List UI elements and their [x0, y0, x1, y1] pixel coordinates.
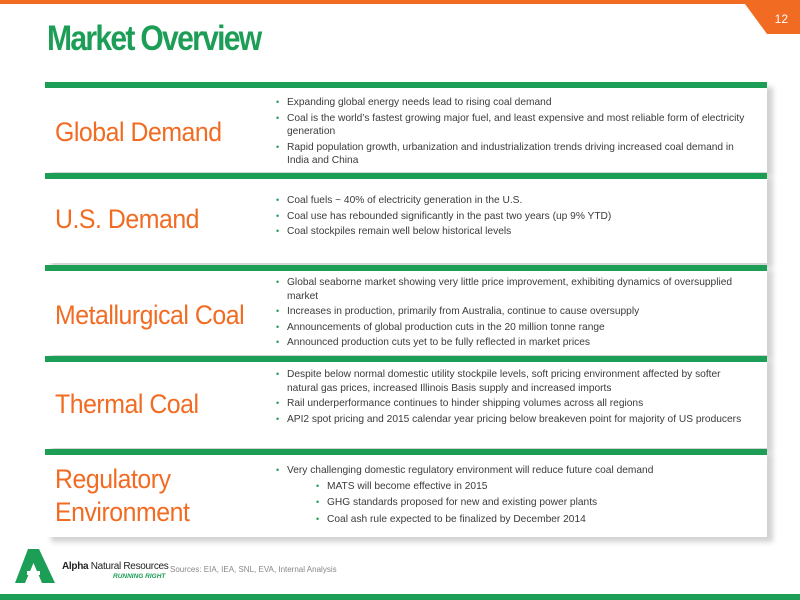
alpha-logo-icon — [15, 549, 55, 588]
section-us-demand — [45, 173, 767, 263]
bullet-item: • Despite below normal domestic utility stockpile levels, soft pricing environment affected by softer natural gas prices, increased Illinois Basis supply and increased imports — [276, 368, 753, 395]
bullet-item: • Very challenging domestic regulatory environment will reduce future coal demand — [276, 464, 753, 478]
bullet-item: • Coal stockpiles remain well below historical levels — [276, 225, 753, 239]
top-accent-bar — [0, 0, 800, 4]
sub-bullet-item: • MATS will become effective in 2015 — [316, 480, 753, 494]
section-thermal-coal — [45, 356, 767, 448]
sub-bullet-item: • Coal ash rule expected to be finalized by December 2014 — [316, 513, 753, 527]
logo-name: Natural Resources — [90, 561, 169, 572]
section-heading-line: Environment — [55, 496, 190, 527]
bullet-list — [276, 194, 753, 241]
page-number-tab — [745, 4, 800, 34]
bullet-item: • Coal use has rebounded significantly in the past two years (up 9% YTD) — [276, 210, 753, 224]
sub-bullet-item: • GHG standards proposed for new and existing power plants — [316, 496, 753, 510]
bullet-list — [276, 464, 753, 529]
bullet-item: • Rapid population growth, urbanization and industrialization trends driving increased coal demand in India and China — [276, 141, 753, 168]
bullet-item: • Global seaborne market showing very little price improvement, exhibiting dynamics of oversupplied market — [276, 276, 753, 303]
section-heading — [55, 463, 189, 529]
section-regulatory-environment — [45, 449, 767, 537]
bullet-item: • Increases in production, primarily from Australia, continue to cause oversupply — [276, 305, 753, 319]
bullet-list — [276, 276, 753, 352]
bullet-item: • Rail underperformance continues to hinder shipping volumes across all regions — [276, 397, 753, 411]
section-global-demand — [45, 82, 767, 172]
bullet-item: • Coal is the world’s fastest growing major fuel, and least expensive and most reliable form of electricity generation — [276, 112, 753, 139]
bullet-item: • Announced production cuts yet to be fully reflected in market prices — [276, 336, 753, 350]
section-metallurgical-coal — [45, 265, 767, 355]
logo-brand: Alpha — [62, 561, 89, 572]
section-heading: Global Demand — [55, 117, 222, 147]
section-heading: Thermal Coal — [55, 389, 199, 419]
page-number: 12 — [774, 12, 788, 26]
bullet-item: • Coal fuels ~ 40% of electricity generation in the U.S. — [276, 194, 753, 208]
section-heading-line: Regulatory — [55, 464, 171, 494]
section-heading: Metallurgical Coal — [55, 300, 245, 330]
bullet-item: • Expanding global energy needs lead to rising coal demand — [276, 96, 753, 110]
bullet-item: • API2 spot pricing and 2015 calendar year pricing below breakeven point for majority of US producers — [276, 413, 753, 427]
page-title: Market Overview — [47, 19, 261, 58]
footer-accent-bar — [0, 594, 800, 600]
sources-note: Sources: EIA, IEA, SNL, EVA, Internal Analysis — [170, 565, 337, 574]
bullet-item: • Announcements of global production cuts in the 20 million tonne range — [276, 321, 753, 335]
bullet-list — [276, 368, 753, 428]
bullet-list — [276, 96, 753, 170]
section-heading: U.S. Demand — [55, 204, 200, 234]
logo-tagline: RUNNING RIGHT — [113, 573, 166, 580]
company-logo-text — [62, 561, 168, 572]
